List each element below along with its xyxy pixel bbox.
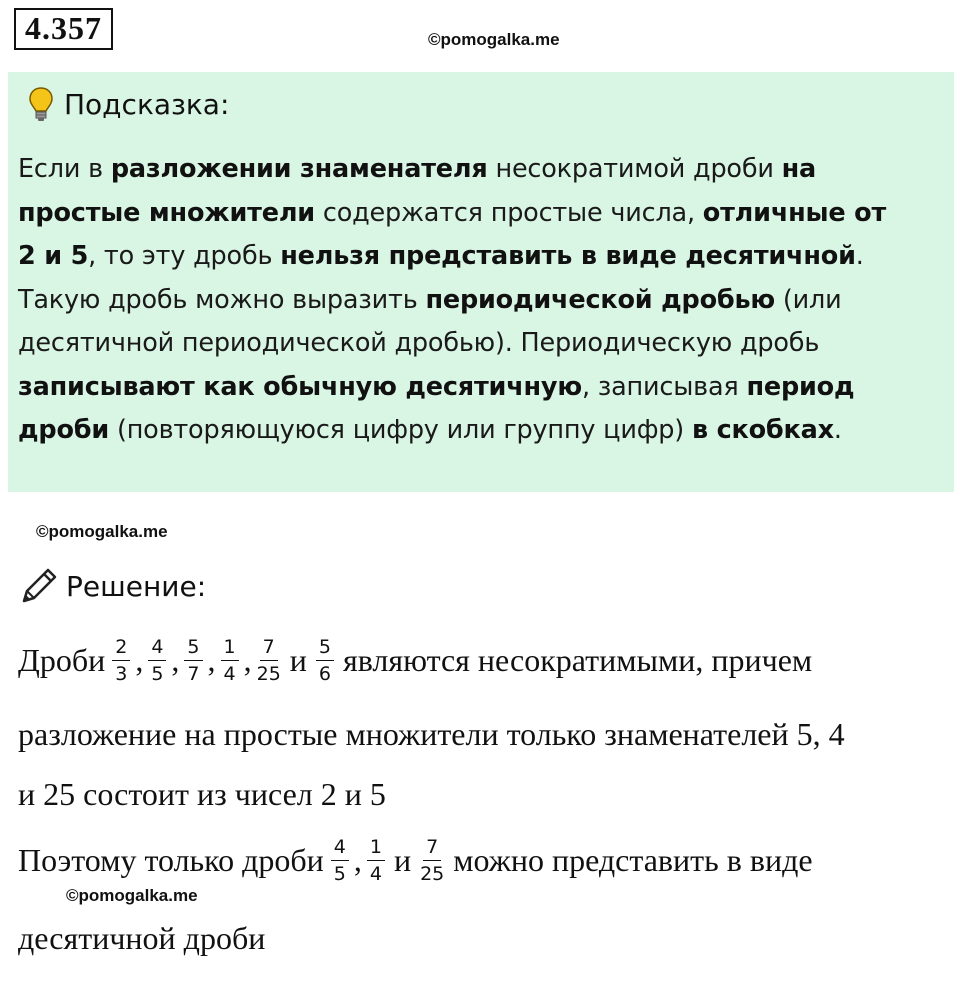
watermark: ©pomogalka.me bbox=[428, 30, 560, 49]
conjunction-and: и bbox=[393, 842, 412, 878]
fraction-numerator: 4 bbox=[331, 836, 349, 861]
line-prefix: Дроби bbox=[18, 642, 106, 678]
fraction-numerator: 5 bbox=[184, 636, 202, 661]
solution-line-5 bbox=[18, 920, 265, 957]
solution-line-3 bbox=[18, 776, 386, 813]
hint-line bbox=[18, 279, 948, 323]
fraction-numerator: 4 bbox=[148, 636, 166, 661]
comma: , bbox=[171, 642, 180, 678]
hint-text-run: Если в bbox=[18, 154, 111, 184]
fraction bbox=[184, 636, 202, 685]
hint-bold-text: 2 и 5 bbox=[18, 241, 89, 271]
hint-heading bbox=[28, 84, 229, 124]
fraction-numerator: 7 bbox=[423, 836, 441, 861]
fraction bbox=[367, 836, 385, 885]
hint-bold-text: нельзя представить в виде десятичной bbox=[280, 241, 856, 271]
hint-bold-text: простые множители bbox=[18, 197, 315, 228]
fraction-denominator: 5 bbox=[333, 863, 346, 885]
comma: , bbox=[243, 642, 252, 678]
solution-heading bbox=[18, 564, 206, 608]
pencil-icon bbox=[18, 565, 60, 607]
fraction-denominator: 4 bbox=[369, 863, 382, 885]
watermark-3: ©pomogalka.me bbox=[66, 886, 198, 905]
hint-bold-text: на bbox=[781, 154, 817, 184]
hint-line bbox=[18, 148, 948, 192]
solution-line-3-text: и 25 состоит из чисел 2 и 5 bbox=[18, 776, 386, 812]
hint-text-run: содержатся простые числа, bbox=[314, 197, 703, 228]
problem-number: 4.357 bbox=[14, 8, 113, 50]
hint-bold-text: разложении знаменателя bbox=[110, 154, 488, 184]
hint-text-run: (повторяющуюся цифру или группу цифр) bbox=[109, 415, 692, 445]
solution-line-2-text: разложение на простые множители только знаменателей 5, 4 bbox=[18, 716, 845, 752]
hint-bold-text: записывают как обычную десятичную bbox=[18, 371, 582, 402]
hint-text-run: , записывая bbox=[581, 371, 747, 402]
hint-box bbox=[8, 72, 954, 492]
fraction bbox=[420, 836, 444, 885]
watermark-2: ©pomogalka.me bbox=[36, 522, 168, 541]
fraction-denominator: 3 bbox=[115, 663, 128, 685]
fraction-denominator: 7 bbox=[187, 663, 200, 685]
hint-line bbox=[18, 235, 948, 279]
hint-text-run: Такую дробь можно выразить bbox=[18, 284, 426, 315]
comma: , bbox=[353, 842, 362, 878]
hint-line bbox=[18, 366, 948, 410]
hint-text-run: . bbox=[833, 415, 842, 445]
line-prefix: Поэтому только дроби bbox=[18, 842, 324, 878]
fraction-numerator: 7 bbox=[260, 636, 278, 661]
solution-line-5-text: десятичной дроби bbox=[18, 920, 266, 956]
fraction-numerator: 5 bbox=[316, 636, 334, 661]
solution-line-4 bbox=[18, 836, 813, 885]
hint-text bbox=[18, 148, 948, 453]
fraction-numerator: 2 bbox=[112, 636, 130, 661]
comma: , bbox=[207, 642, 216, 678]
fraction bbox=[316, 636, 334, 685]
fraction-numerator: 1 bbox=[367, 836, 385, 861]
fraction-denominator: 6 bbox=[318, 663, 332, 685]
solution-line-1 bbox=[18, 636, 812, 685]
line-suffix: можно представить в виде bbox=[453, 842, 813, 878]
fraction-denominator: 5 bbox=[151, 663, 164, 685]
hint-title: Подсказка: bbox=[64, 87, 230, 121]
hint-line bbox=[18, 409, 948, 453]
conjunction-and: и bbox=[289, 642, 307, 678]
fraction-denominator: 25 bbox=[256, 663, 281, 685]
fraction bbox=[331, 836, 349, 885]
lightbulb-icon bbox=[28, 86, 54, 122]
line-suffix: являются несократимыми, причем bbox=[343, 642, 813, 678]
fraction bbox=[112, 636, 130, 685]
hint-text-run: несократимой дроби bbox=[487, 154, 782, 184]
fraction-numerator: 1 bbox=[221, 636, 239, 661]
hint-text-run: десятичной периодической дробью). Периодическую дробь bbox=[18, 328, 820, 358]
hint-bold-text: в скобках bbox=[691, 415, 834, 445]
hint-line bbox=[18, 192, 948, 236]
fraction-denominator: 4 bbox=[223, 663, 236, 685]
fraction bbox=[257, 636, 281, 685]
hint-bold-text: дроби bbox=[18, 415, 110, 445]
hint-bold-text: период bbox=[746, 371, 855, 402]
fraction-denominator: 25 bbox=[420, 863, 445, 885]
hint-bold-text: периодической дробью bbox=[425, 284, 776, 315]
fraction bbox=[148, 636, 166, 685]
fraction bbox=[221, 636, 239, 685]
solution-line-2 bbox=[18, 716, 845, 753]
solution-title: Решение: bbox=[66, 569, 207, 603]
hint-text-run: , то эту дробь bbox=[88, 241, 281, 271]
hint-bold-text: отличные от bbox=[702, 197, 887, 228]
hint-line bbox=[18, 322, 948, 366]
comma: , bbox=[135, 642, 144, 678]
hint-text-run: (или bbox=[775, 284, 842, 315]
hint-text-run: . bbox=[855, 241, 864, 271]
